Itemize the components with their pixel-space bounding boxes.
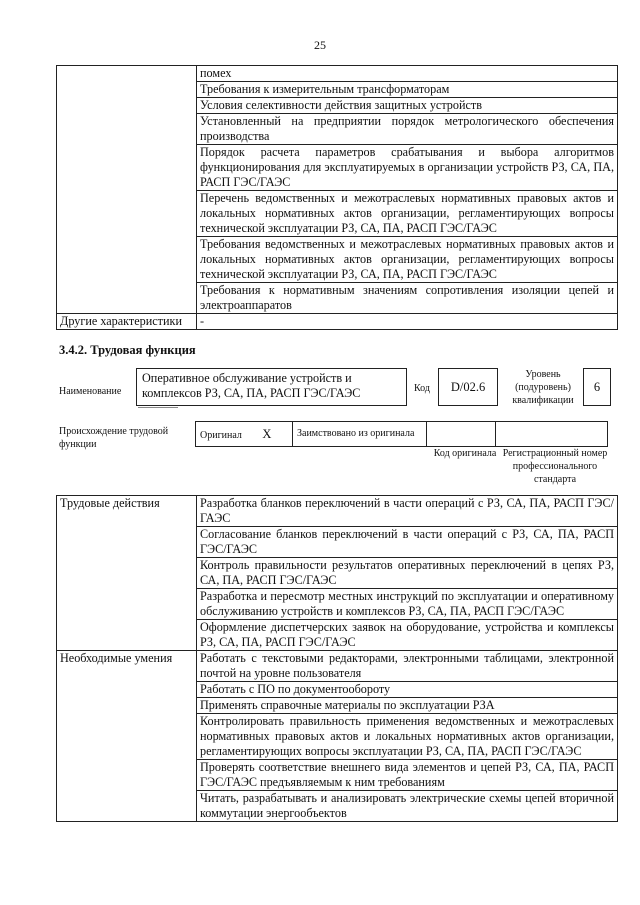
original-cell — [196, 422, 293, 447]
table-cell: Разработка бланков переключений в части операций с РЗ, СА, ПА, РАСП ГЭС/ГАЭС — [197, 496, 618, 527]
table-cell: Согласование бланков переключений в части операций с РЗ, СА, ПА, РАСП ГЭС/ГАЭС — [197, 527, 618, 558]
reg-number-label: Регистрационный номер профессионального стандарта — [502, 448, 608, 485]
function-details-table — [56, 495, 618, 822]
other-characteristics-label: Другие характеристики — [57, 314, 197, 330]
table-cell: Разработка и пересмотр местных инструкций по эксплуатации и оперативному обслуживанию устройств и комплексов РЗ, СА, ПА, РАСП ГЭС/ГАЭС — [197, 589, 618, 620]
code-original-cell — [427, 422, 496, 447]
divider — [138, 407, 178, 408]
function-name-box: Оперативное обслуживание устройств и комплексов РЗ, СА, ПА, РАСП ГЭС/ГАЭС — [136, 368, 407, 406]
table-cell: Работать с ПО по документообороту — [197, 682, 618, 698]
table-cell: Условия селективности действия защитных устройств — [197, 98, 618, 114]
origin-table — [195, 421, 608, 447]
table-cell: Требования к измерительным трансформаторам — [197, 82, 618, 98]
reg-number-cell — [496, 422, 608, 447]
table-cell: Проверять соответствие внешнего вида элементов и цепей РЗ, СА, ПА, РАСП ГЭС/ГАЭС предъявляемым к ним требованиям — [197, 760, 618, 791]
borrowed-label: Заимствовано из оригинала — [293, 422, 427, 447]
qualification-level-label: Уровень (подуровень) квалификации — [512, 369, 574, 406]
table-cell: Требования ведомственных и межотраслевых нормативных правовых актов и локальных нормативных актов организации, регламентирующих вопросы технической эксплуатации РЗ, СА, ПА, РАСП ГЭС/ГАЭС — [197, 237, 618, 283]
table-cell: Контролировать правильность применения ведомственных и межотраслевых нормативных правовых актов и локальных нормативных актов организации, регламентирующих вопросы эксплуатации РЗ, СА, ПА, РАСП ГЭС/ГАЭС — [197, 714, 618, 760]
table-cell: Контроль правильности результатов оперативных переключений в цепях РЗ, СА, ПА, РАСП ГЭС/ГАЭС — [197, 558, 618, 589]
table-row — [57, 651, 618, 682]
table-row — [57, 314, 618, 330]
other-characteristics-value: - — [197, 314, 618, 330]
table-cell: Работать с текстовыми редакторами, электронными таблицами, электронной почтой на уровне пользователя — [197, 651, 618, 682]
table-row — [57, 66, 618, 82]
table-cell: Перечень ведомственных и межотраслевых нормативных правовых актов и локальных нормативных актов организации, регламентирующих вопросы технической эксплуатации РЗ, СА, ПА, РАСП ГЭС/ГАЭС — [197, 191, 618, 237]
empty-label-cell — [57, 66, 197, 314]
table-cell: помех — [197, 66, 618, 82]
qualification-level-box: 6 — [583, 368, 611, 406]
table-cell: Требования к нормативным значениям сопротивления изоляции цепей и электроаппаратов — [197, 283, 618, 314]
table-cell: Порядок расчета параметров срабатывания и выбора алгоритмов функционирования для эксплуатируемых в организации устройств РЗ, СА, ПА, РАСП ГЭС/ГАЭС — [197, 145, 618, 191]
actions-label: Трудовые действия — [57, 496, 197, 651]
name-label: Наименование — [59, 386, 122, 397]
section-title: 3.4.2. Трудовая функция — [59, 343, 196, 357]
code-value-box: D/02.6 — [438, 368, 498, 406]
table-cell: Читать, разрабатывать и анализировать электрические схемы цепей вторичной коммутации энергообъектов — [197, 791, 618, 822]
table-cell: Применять справочные материалы по эксплуатации РЗА — [197, 698, 618, 714]
page-number: 25 — [314, 38, 326, 52]
code-label: Код — [414, 383, 430, 394]
table-row — [196, 422, 608, 447]
original-mark: X — [262, 426, 272, 441]
skills-label: Необходимые умения — [57, 651, 197, 822]
origin-label: Происхождение трудовой функции — [59, 426, 169, 450]
table-row — [57, 496, 618, 527]
code-original-label: Код оригинала — [433, 448, 497, 459]
table-cell: Оформление диспетчерских заявок на оборудование, устройства и комплексы РЗ, СА, ПА, РАСП ГЭС/ГАЭС — [197, 620, 618, 651]
table-cell: Установленный на предприятии порядок метрологического обеспечения производства — [197, 114, 618, 145]
requirements-table — [56, 65, 618, 330]
original-label: Оригинал — [200, 429, 242, 441]
